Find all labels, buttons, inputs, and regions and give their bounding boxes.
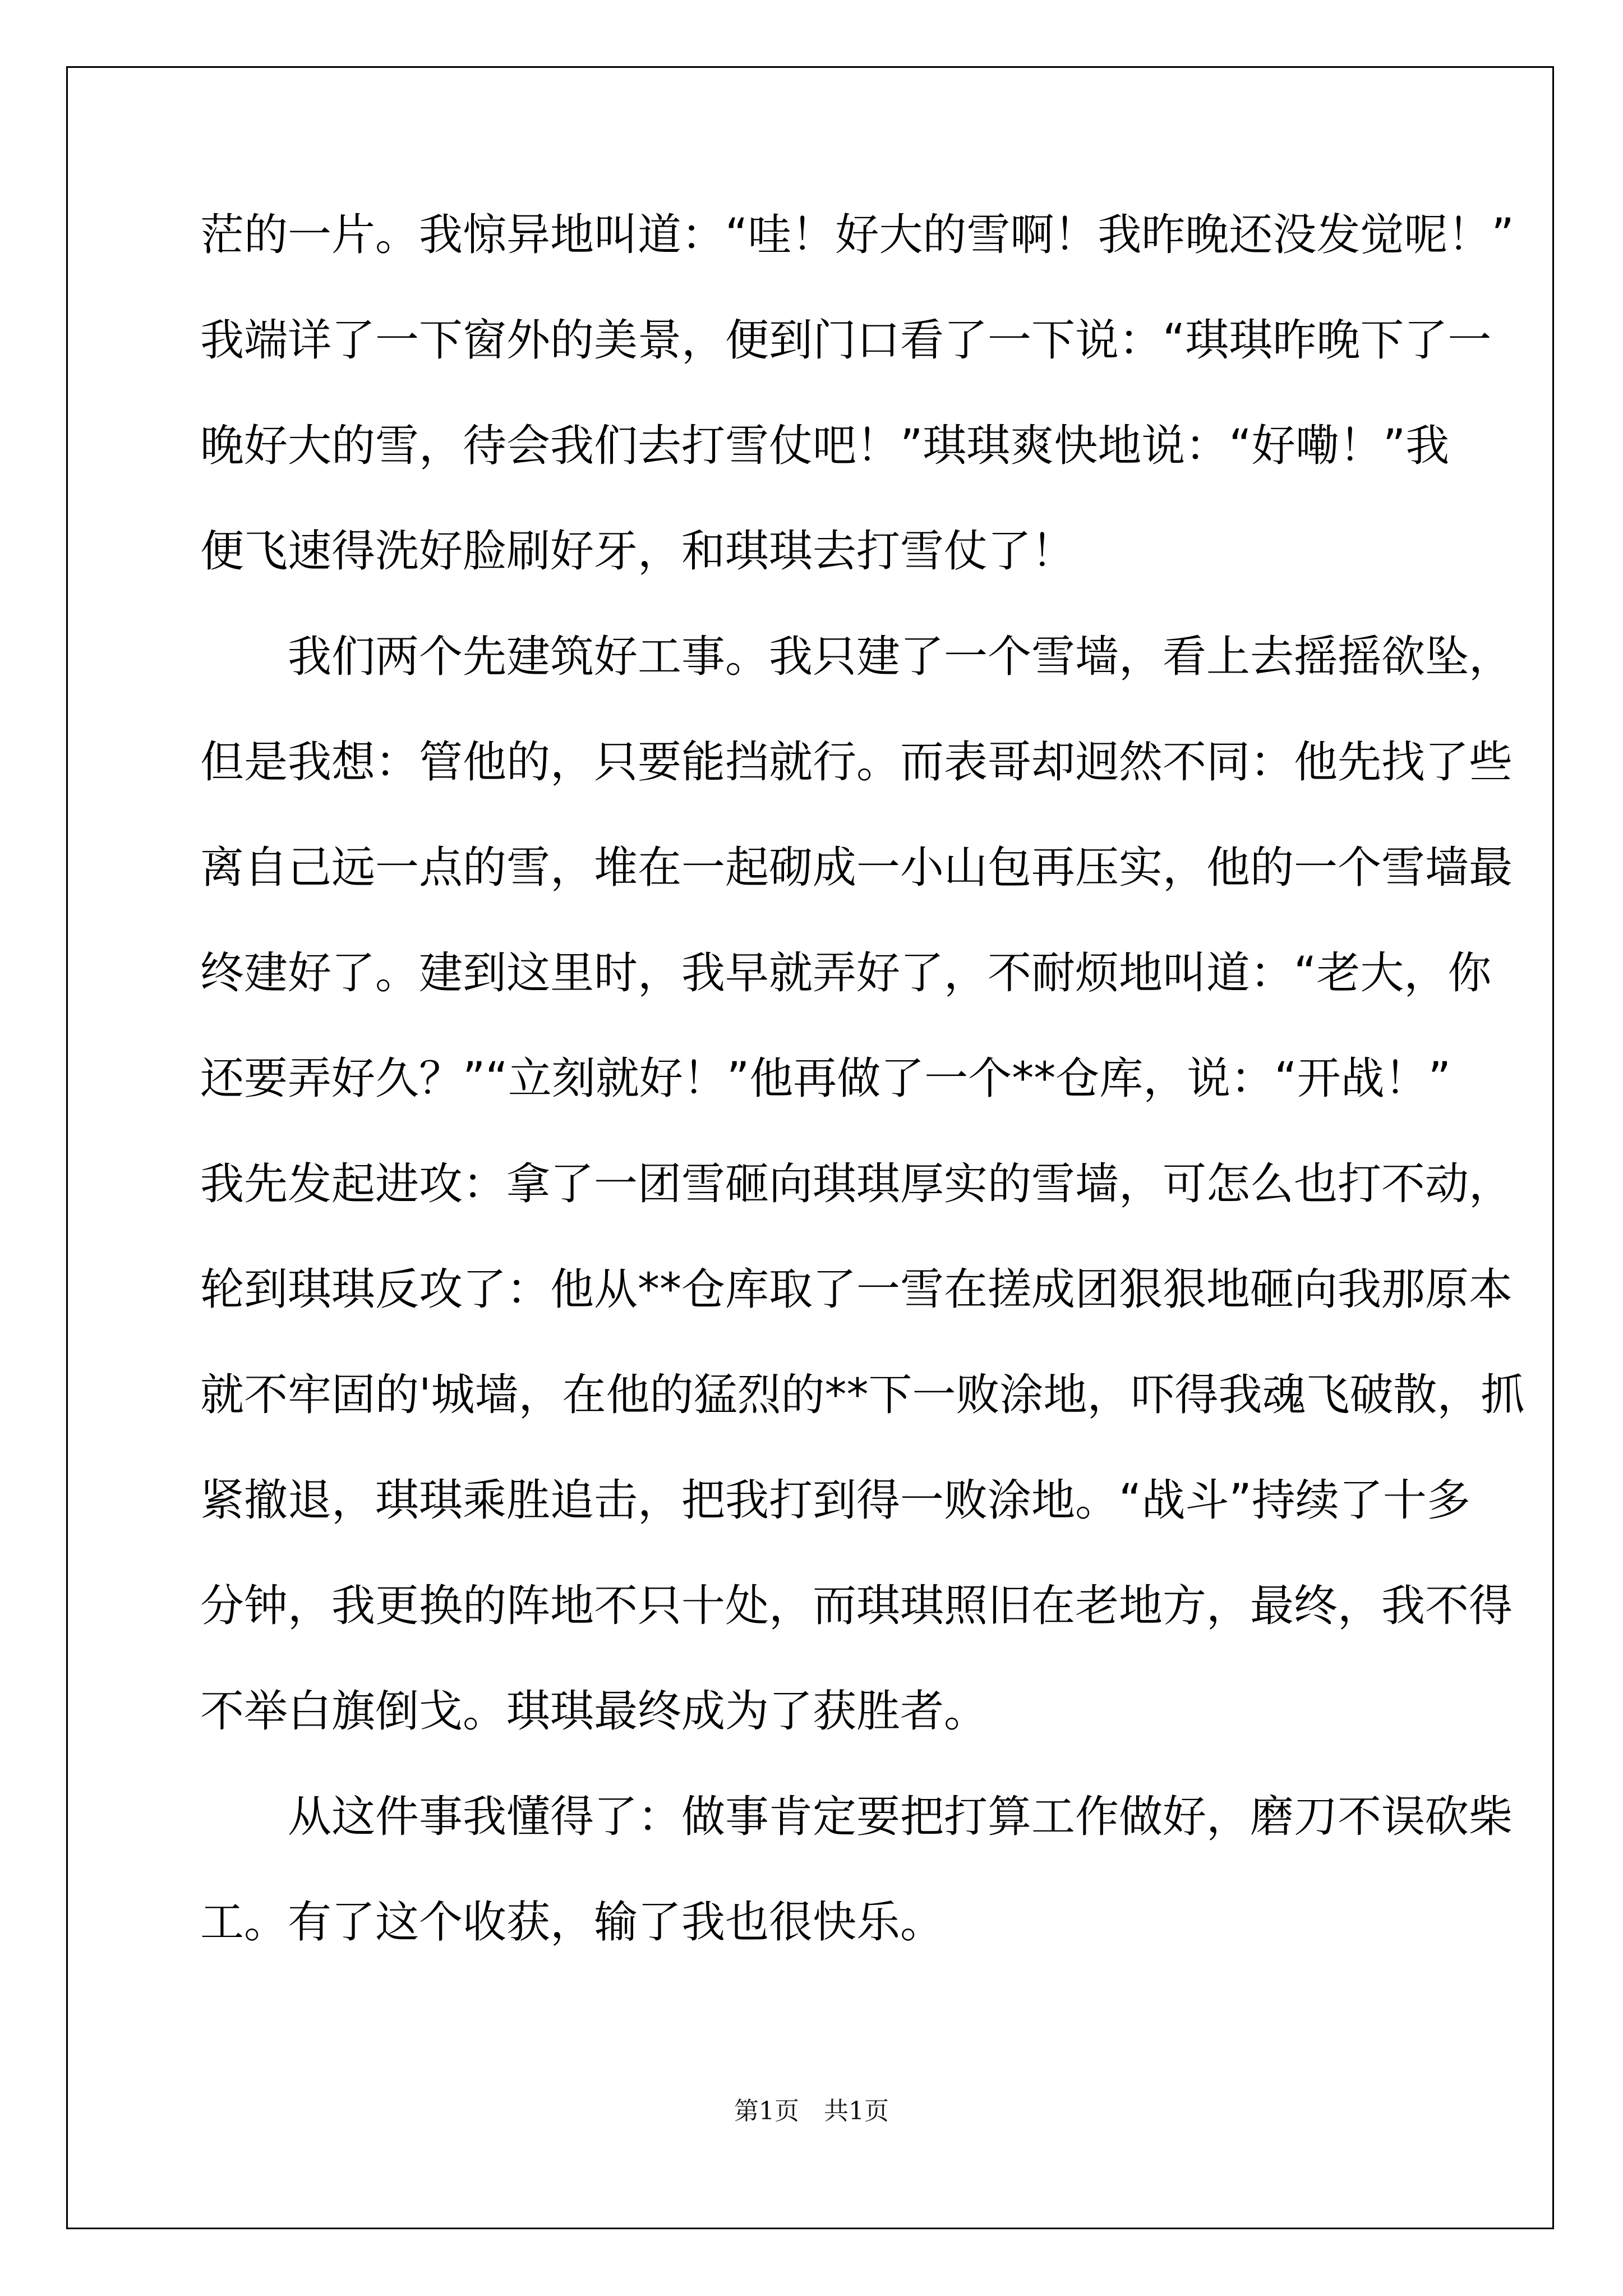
text-line: 我先发起进攻：拿了一团雪砸向琪琪厚实的雪墙，可怎么也打不动， [200, 1159, 1513, 1209]
text-line: 紧撤退，琪琪乘胜追击，把我打到得一败涂地。“战斗”持续了十多 [200, 1475, 1470, 1526]
text-line: 我端详了一下窗外的美景，便到门口看了一下说：“琪琪昨晚下了一 [200, 315, 1492, 366]
text-line: 还要弄好久？”“立刻就好！”他再做了一个**仓库，说：“开战！” [200, 1053, 1451, 1104]
text-line: 便飞速得洗好脸刷好牙，和琪琪去打雪仗了！ [200, 526, 1076, 577]
text-line: 离自己远一点的雪，堆在一起砌成一小山包再压实，他的一个雪墙最 [200, 843, 1513, 893]
text-line: 分钟，我更换的阵地不只十处，而琪琪照旧在老地方，最终，我不得 [200, 1581, 1513, 1631]
page-footer: 第1页 共1页 [734, 2097, 889, 2125]
text-line: 就不牢固的'城墙，在他的猛烈的**下一败涂地，吓得我魂飞破散，抓 [200, 1370, 1525, 1420]
text-line: 终建好了。建到这里时，我早就弄好了，不耐烦地叫道：“老大，你 [200, 948, 1492, 999]
text-line: 茫的一片。我惊异地叫道：“哇！好大的雪啊！我昨晚还没发觉呢！” [200, 210, 1514, 260]
text-line: 我们两个先建筑好工事。我只建了一个雪墙，看上去摇摇欲坠， [200, 632, 1513, 682]
text-line: 但是我想：管他的，只要能挡就行。而表哥却迥然不同：他先找了些 [200, 737, 1513, 788]
text-line: 晚好大的雪，待会我们去打雪仗吧！”琪琪爽快地说：“好嘞！”我 [200, 421, 1450, 471]
text-line: 轮到琪琪反攻了：他从**仓库取了一雪在搓成团狠狠地砸向我那原本 [200, 1264, 1513, 1315]
text-line: 工。有了这个收获，输了我也很快乐。 [200, 1897, 944, 1948]
text-line: 从这件事我懂得了：做事肯定要把打算工作做好，磨刀不误砍柴 [200, 1792, 1513, 1842]
text-line: 不举白旗倒戈。琪琪最终成为了获胜者。 [200, 1686, 988, 1737]
